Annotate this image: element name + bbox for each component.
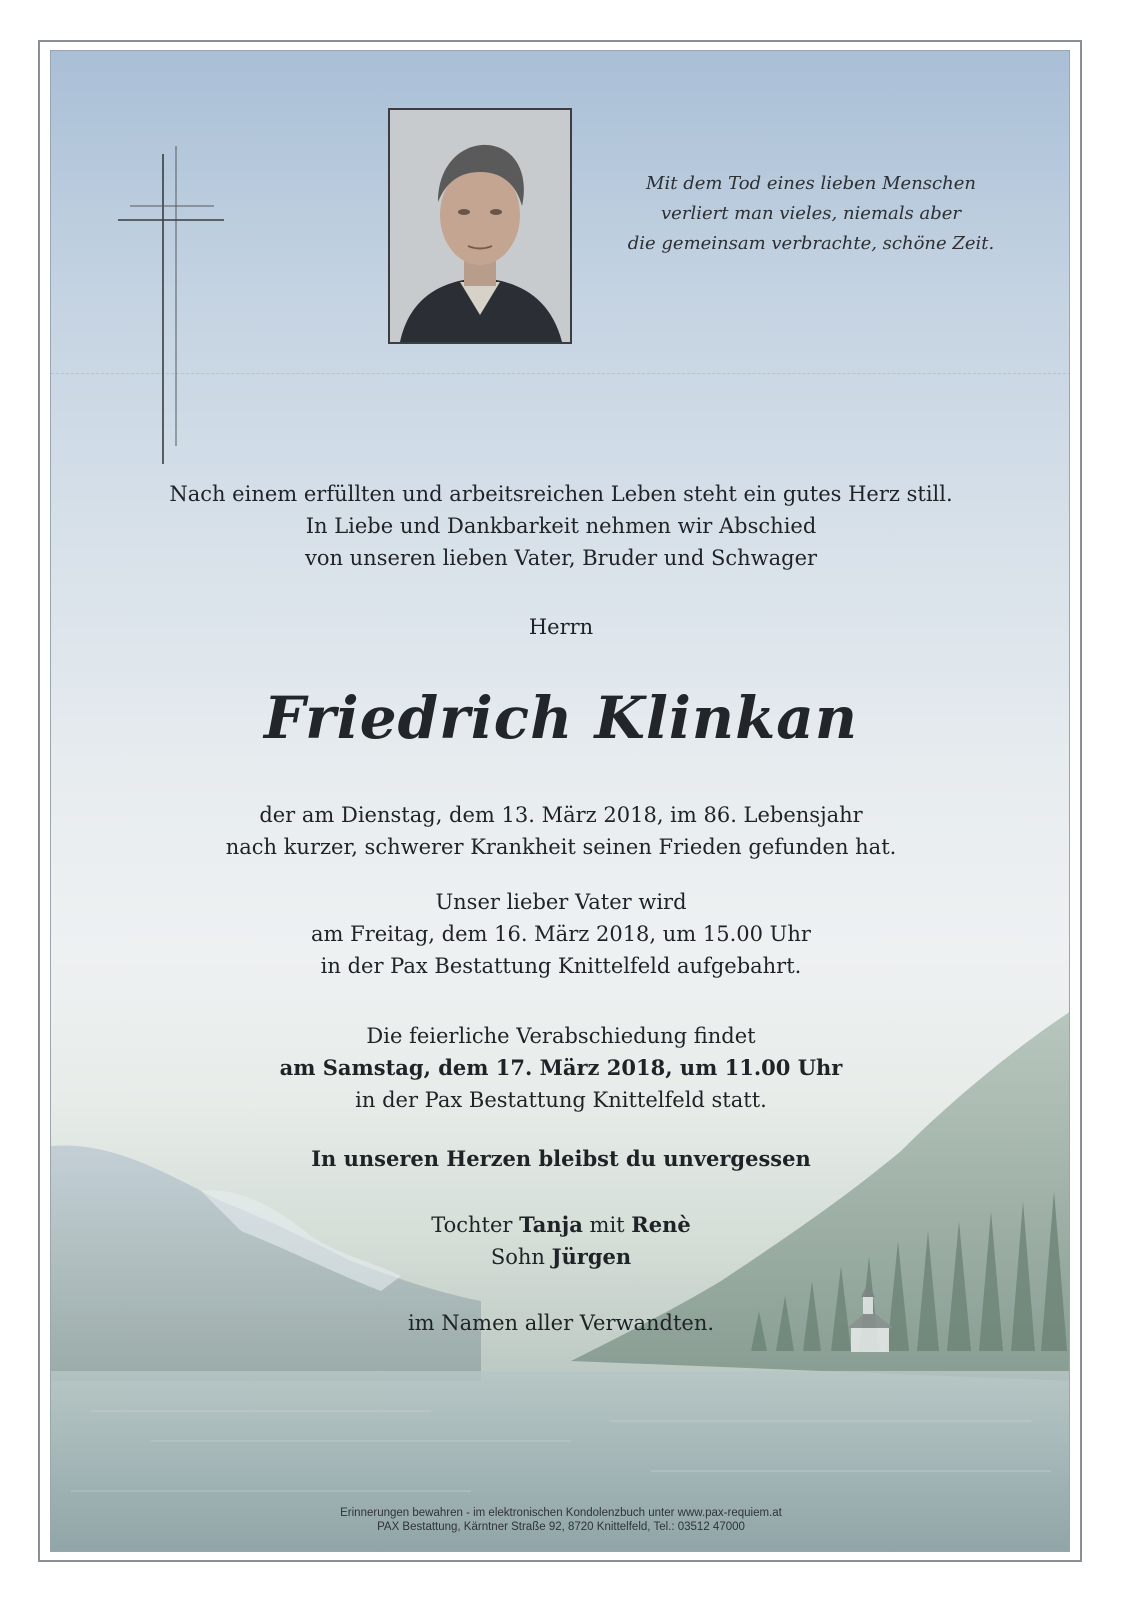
viewing-line: in der Pax Bestattung Knittelfeld aufgebahrt. bbox=[320, 954, 802, 978]
remembrance-text: In unseren Herzen bleibst du unvergessen bbox=[311, 1146, 811, 1171]
intro-text bbox=[111, 478, 1011, 574]
deceased-name: Friedrich Klinkan bbox=[263, 684, 859, 752]
daughter-prefix: Tochter bbox=[431, 1213, 513, 1237]
son-name: Jürgen bbox=[551, 1244, 632, 1269]
son-prefix: Sohn bbox=[490, 1245, 545, 1269]
portrait-photo bbox=[388, 108, 572, 344]
remembrance bbox=[111, 1143, 1011, 1175]
quote-line: verliert man vieles, niemals aber bbox=[661, 203, 961, 224]
quote-line: die gemeinsam verbrachte, schöne Zeit. bbox=[627, 233, 995, 254]
closing-line: im Namen aller Verwandten. bbox=[407, 1311, 715, 1335]
salutation-block bbox=[111, 611, 1011, 643]
farewell-date-text: am Samstag, dem 17. März 2018, um 11.00 Uhr bbox=[279, 1055, 843, 1080]
closing-block bbox=[111, 1307, 1011, 1339]
death-notice-line: der am Dienstag, dem 13. März 2018, im 86. Lebensjahr bbox=[259, 803, 863, 827]
death-notice-line: nach kurzer, schwerer Krankheit seinen Frieden gefunden hat. bbox=[225, 835, 897, 859]
footer bbox=[111, 1506, 1011, 1534]
quote-line: Mit dem Tod eines lieben Menschen bbox=[646, 173, 976, 194]
death-notice bbox=[111, 799, 1011, 863]
farewell-date bbox=[111, 1052, 1011, 1084]
farewell-line: Die feierliche Verabschiedung findet bbox=[366, 1024, 756, 1048]
mourners-block bbox=[111, 1209, 1011, 1273]
remembrance-block bbox=[111, 1143, 1011, 1175]
footer-line-1: Erinnerungen bewahren - im elektronischen Kondolenzbuch unter www.pax-requiem.at bbox=[340, 1507, 782, 1519]
partner-name: Renè bbox=[631, 1212, 691, 1237]
portrait-illustration bbox=[390, 110, 570, 342]
mourner-line-daughter bbox=[111, 1209, 1011, 1241]
memorial-quote bbox=[591, 169, 1031, 259]
cross-icon bbox=[116, 146, 226, 466]
farewell-info bbox=[111, 1020, 1011, 1116]
intro-line: In Liebe und Dankbarkeit nehmen wir Abschied bbox=[305, 514, 817, 538]
viewing-line: am Freitag, dem 16. März 2018, um 15.00 Uhr bbox=[311, 922, 811, 946]
obituary-card bbox=[50, 50, 1070, 1552]
footer-line-2: PAX Bestattung, Kärntner Straße 92, 8720 Knittelfeld, Tel.: 03512 47000 bbox=[377, 1521, 745, 1533]
mourner-line-son bbox=[111, 1241, 1011, 1273]
farewell-line: in der Pax Bestattung Knittelfeld statt. bbox=[355, 1088, 767, 1112]
daughter-name: Tanja bbox=[519, 1212, 583, 1237]
viewing-info bbox=[111, 886, 1011, 982]
viewing-line: Unser lieber Vater wird bbox=[435, 890, 687, 914]
salutation: Herrn bbox=[528, 615, 594, 639]
intro-line: Nach einem erfüllten und arbeitsreichen Leben steht ein gutes Herz still. bbox=[169, 482, 953, 506]
intro-line: von unseren lieben Vater, Bruder und Schwager bbox=[304, 546, 818, 570]
connector: mit bbox=[589, 1213, 625, 1237]
